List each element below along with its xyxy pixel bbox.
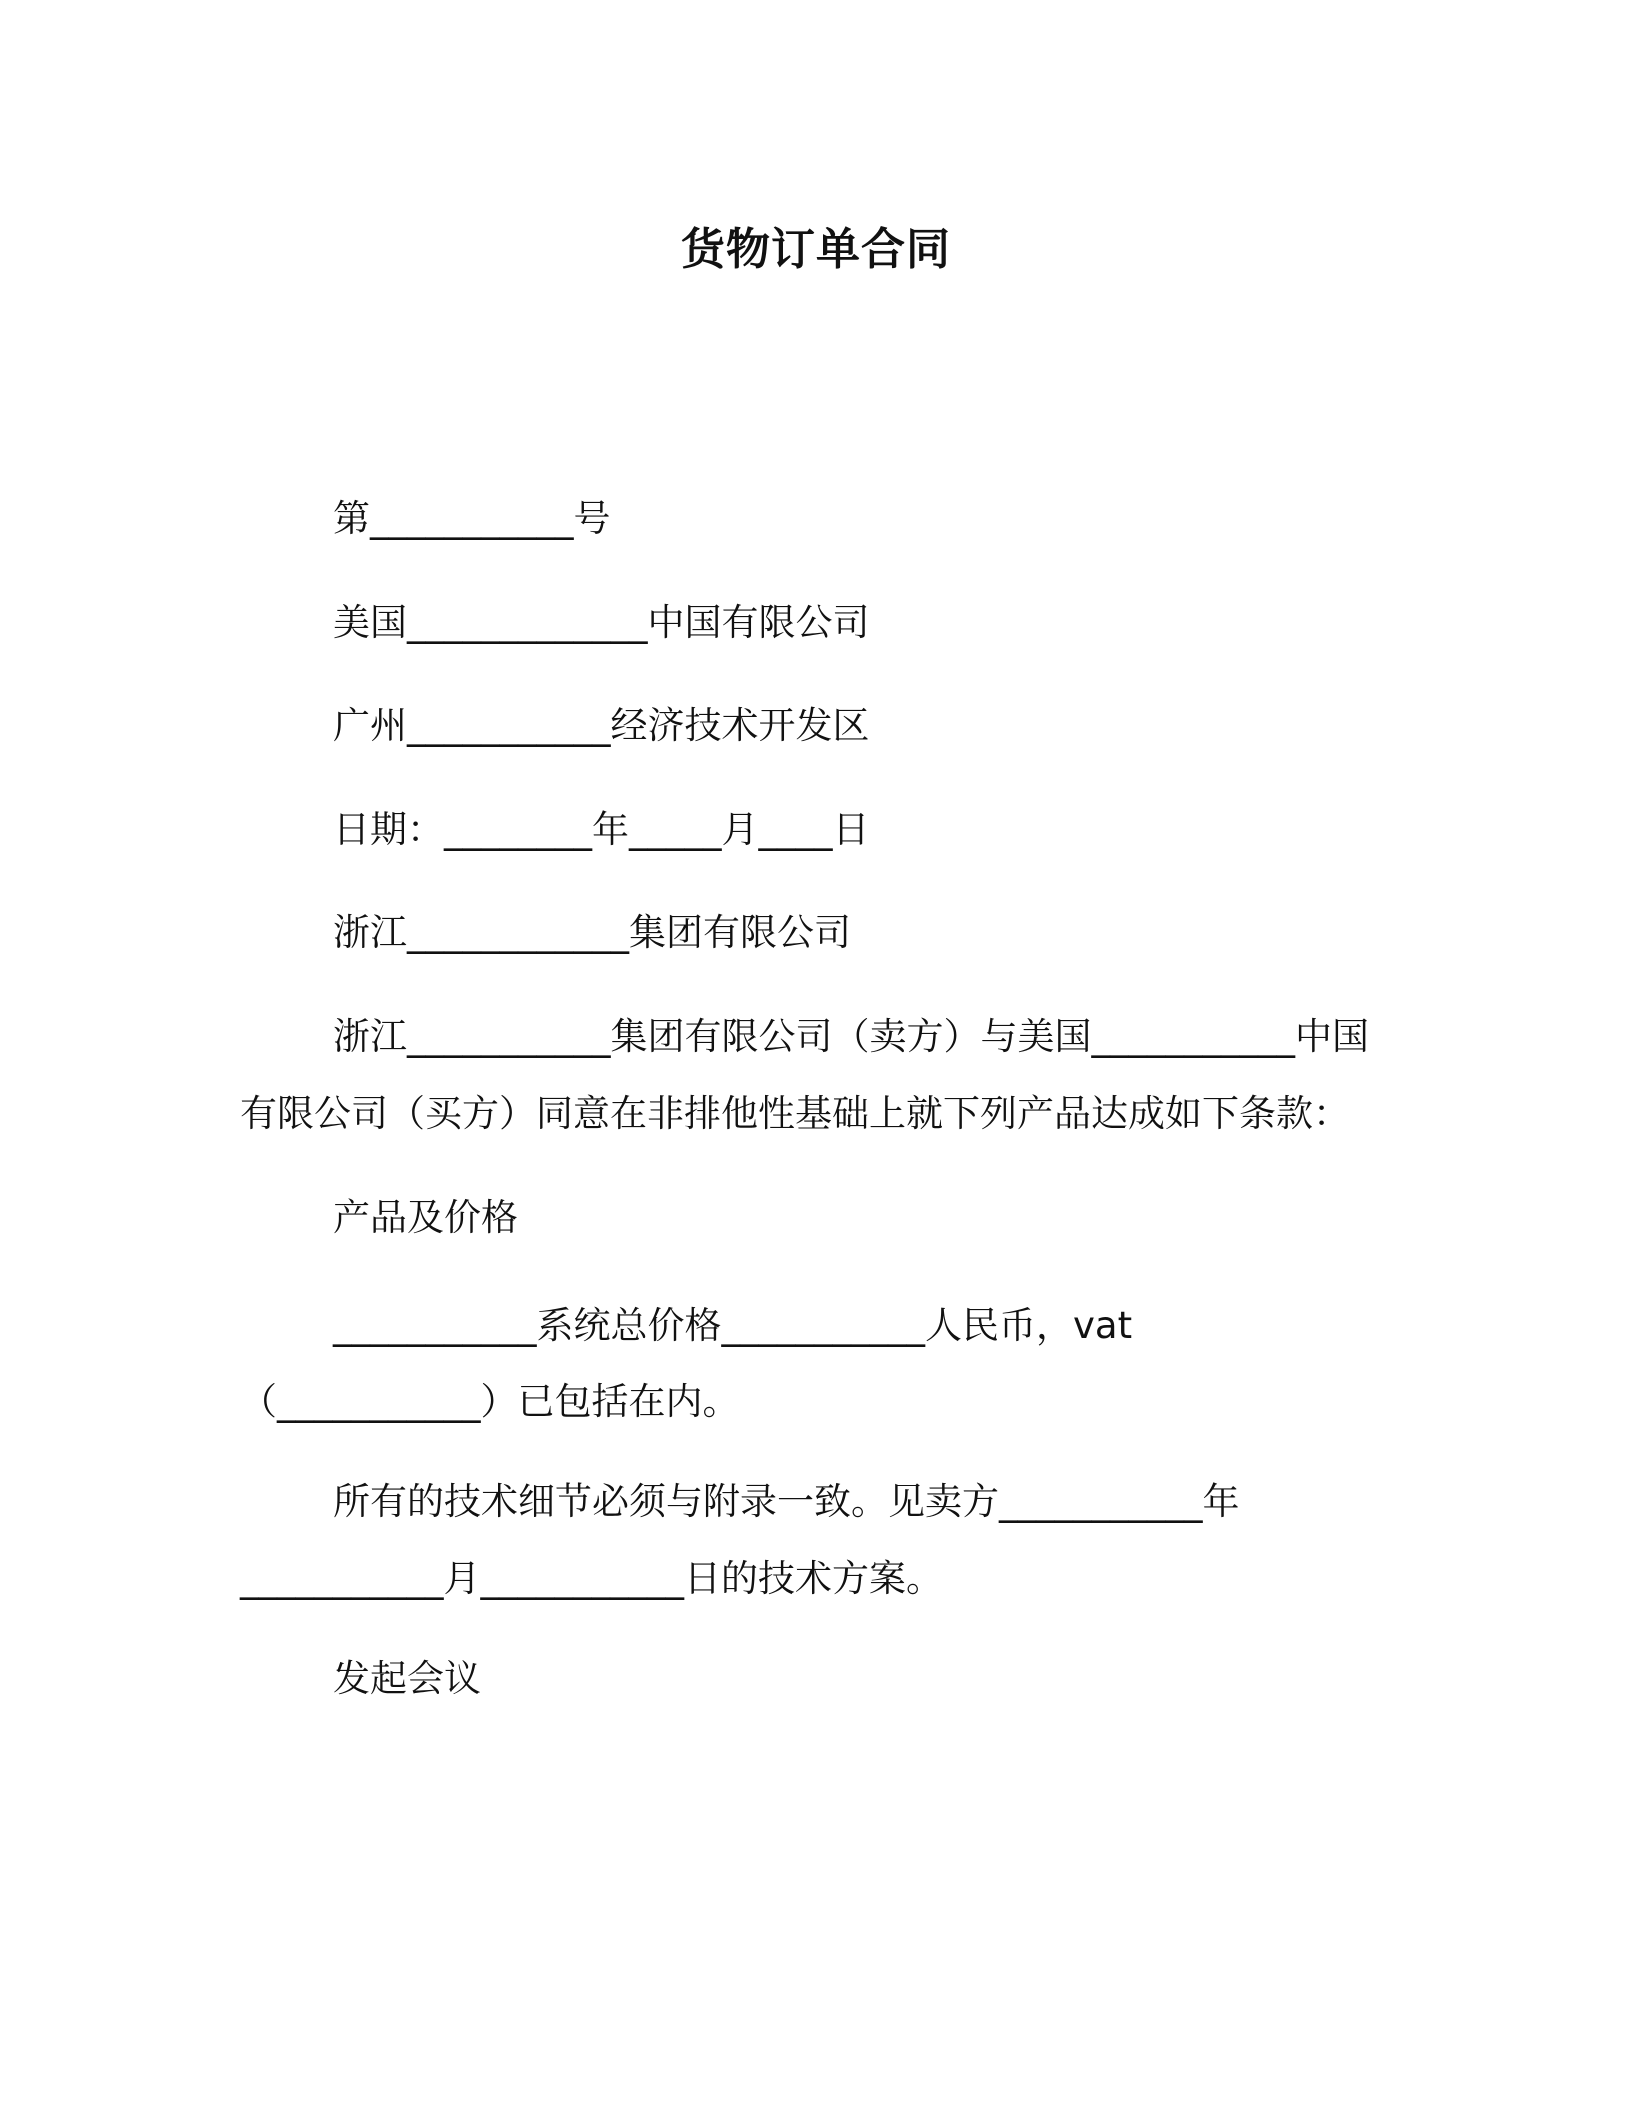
agreement-paragraph-line-1: 浙江___________集团有限公司（卖方）与美国___________中国: [333, 1015, 1369, 1058]
technical-paragraph-line-1: 所有的技术细节必须与附录一致。见卖方___________年: [333, 1480, 1240, 1523]
date-line: 日期：________年_____月____日: [333, 808, 870, 851]
section-heading-meeting: 发起会议: [333, 1657, 481, 1700]
seller-company-line: 浙江____________集团有限公司: [333, 911, 851, 954]
price-paragraph-line-2: （___________）已包括在内。: [240, 1380, 740, 1423]
location-line: 广州___________经济技术开发区: [333, 704, 870, 747]
technical-paragraph-line-2: ___________月___________日的技术方案。: [240, 1557, 943, 1600]
agreement-paragraph-line-2: 有限公司（买方）同意在非排他性基础上就下列产品达成如下条款：: [240, 1092, 1350, 1135]
buyer-company-line: 美国_____________中国有限公司: [333, 601, 870, 644]
contract-number-line: 第___________号: [333, 497, 611, 540]
price-paragraph-line-1: ___________系统总价格___________人民币，vat: [333, 1304, 1133, 1347]
document-title: 货物订单合同: [681, 224, 951, 275]
section-heading-products-prices: 产品及价格: [333, 1196, 518, 1239]
